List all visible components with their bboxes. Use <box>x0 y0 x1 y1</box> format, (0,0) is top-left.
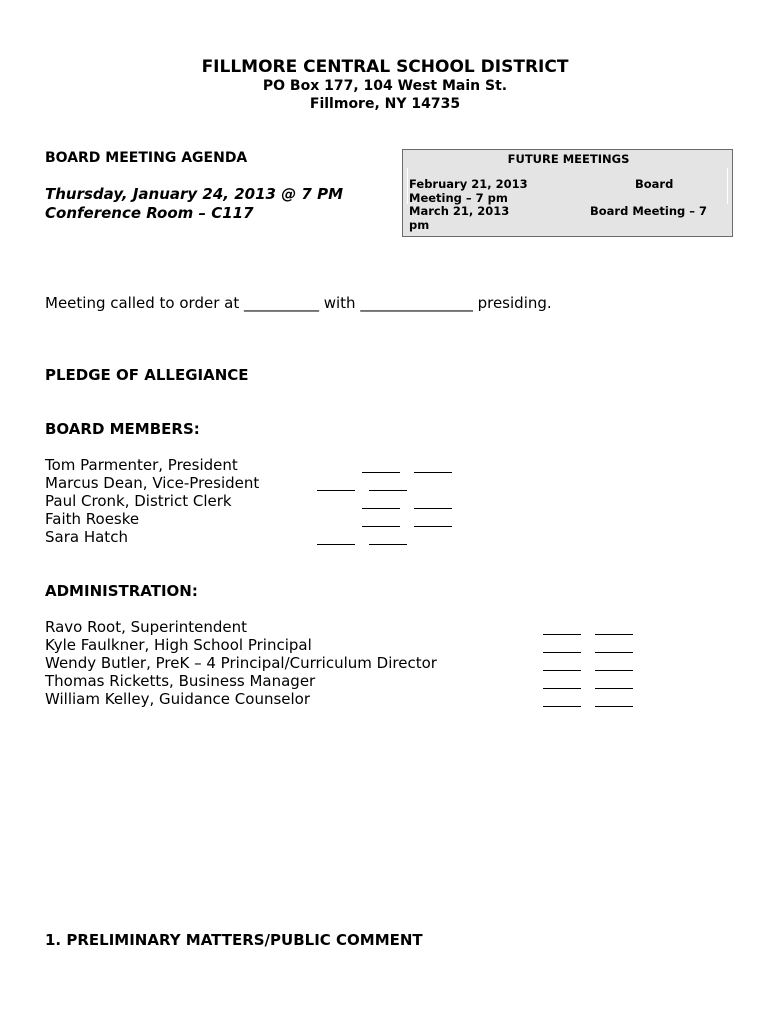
attendance-line <box>317 544 355 545</box>
meeting-date: Thursday, January 24, 2013 @ 7 PM <box>45 185 343 203</box>
board-member-name: Faith Roeske <box>45 510 140 528</box>
board-member-name: Tom Parmenter, President <box>45 456 238 474</box>
future-meeting-line3-right: Board Meeting – 7 <box>590 204 707 218</box>
attendance-line <box>543 652 581 653</box>
administrator-name: Thomas Ricketts, Business Manager <box>45 672 316 690</box>
future-meetings-title: FUTURE MEETINGS <box>507 152 630 166</box>
administration-heading: ADMINISTRATION: <box>45 582 198 600</box>
attendance-line <box>543 706 581 707</box>
attendance-line <box>595 652 633 653</box>
attendance-line <box>317 490 355 491</box>
box-divider <box>407 168 408 204</box>
administrator-name: Ravo Root, Superintendent <box>45 618 248 636</box>
future-meeting-line4-left: pm <box>409 218 430 232</box>
future-meeting-line1-left: February 21, 2013 <box>409 177 528 191</box>
administrator-name: Kyle Faulkner, High School Principal <box>45 636 312 654</box>
future-meeting-line1-right: Board <box>635 177 674 191</box>
attendance-line <box>595 688 633 689</box>
board-member-name: Marcus Dean, Vice-President <box>45 474 260 492</box>
attendance-line <box>414 472 452 473</box>
attendance-line <box>543 634 581 635</box>
district-title: FILLMORE CENTRAL SCHOOL DISTRICT <box>201 57 569 77</box>
attendance-line <box>362 526 400 527</box>
agenda-title: BOARD MEETING AGENDA <box>45 150 248 166</box>
attendance-line <box>414 508 452 509</box>
meeting-room: Conference Room – C117 <box>45 204 254 222</box>
attendance-line <box>369 490 407 491</box>
pledge-heading: PLEDGE OF ALLEGIANCE <box>45 366 249 384</box>
board-member-name: Sara Hatch <box>45 528 128 546</box>
administrator-name: William Kelley, Guidance Counselor <box>45 690 311 708</box>
attendance-line <box>595 634 633 635</box>
future-meeting-line2-left: Meeting – 7 pm <box>409 191 508 205</box>
attendance-line <box>362 472 400 473</box>
administrator-name: Wendy Butler, PreK – 4 Principal/Curriculum Director <box>45 654 437 672</box>
box-divider <box>727 168 728 204</box>
attendance-line <box>543 688 581 689</box>
attendance-line <box>543 670 581 671</box>
attendance-line <box>595 706 633 707</box>
attendance-line <box>362 508 400 509</box>
attendance-line <box>595 670 633 671</box>
board-member-name: Paul Cronk, District Clerk <box>45 492 232 510</box>
district-address-line1: PO Box 177, 104 West Main St. <box>262 78 508 94</box>
section-heading: 1. PRELIMINARY MATTERS/PUBLIC COMMENT <box>45 931 423 949</box>
attendance-line <box>369 544 407 545</box>
attendance-line <box>414 526 452 527</box>
call-to-order-text: Meeting called to order at __________ with _______________ presiding. <box>45 294 552 312</box>
district-address-line2: Fillmore, NY 14735 <box>309 96 461 112</box>
future-meetings-box <box>402 149 733 237</box>
board-members-heading: BOARD MEMBERS: <box>45 420 200 438</box>
future-meeting-line3-left: March 21, 2013 <box>409 204 510 218</box>
